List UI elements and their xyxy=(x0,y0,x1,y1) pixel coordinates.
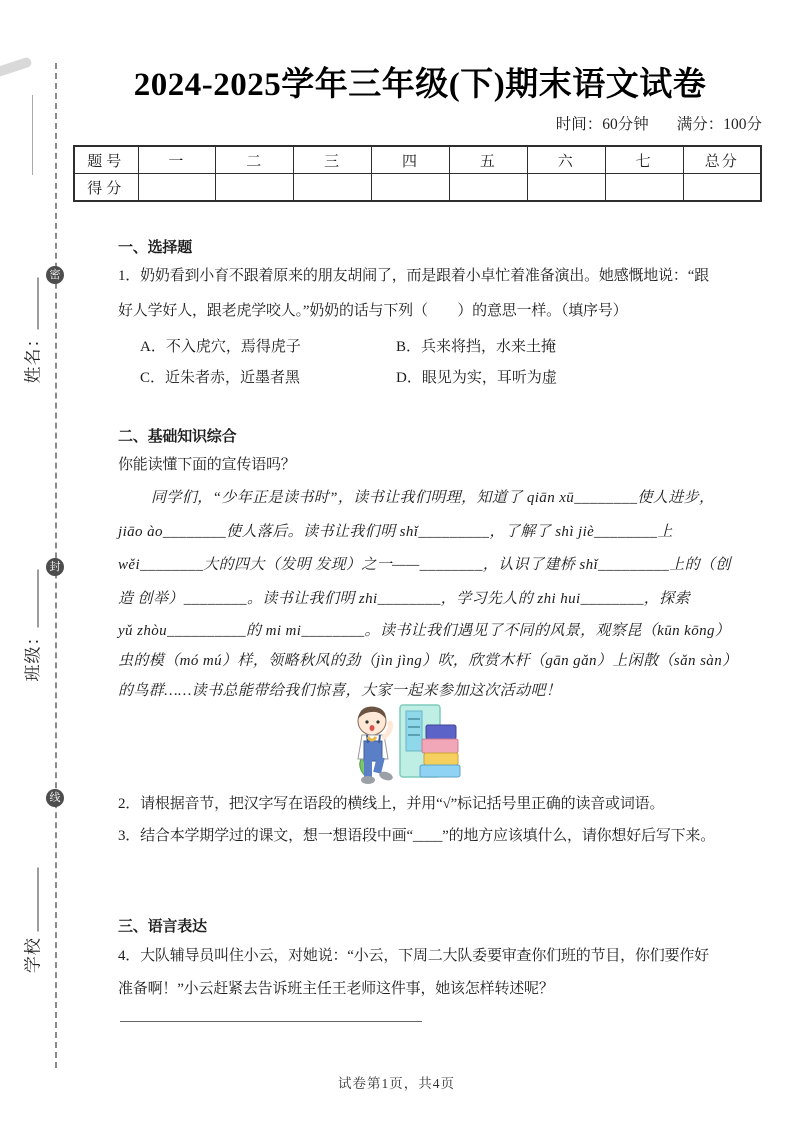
passage-line-6: 虫的模（mó mú）样，领略秋风的劲（jìn jìng）吹，欣赏木杆（gān gǎn）上闲散（sǎn sàn） xyxy=(118,653,738,669)
score-cell xyxy=(683,174,761,202)
section2-intro: 你能读懂下面的宣传语吗？ xyxy=(118,457,296,473)
student-class-field xyxy=(19,565,44,687)
section3-heading: 三、语言表达 xyxy=(118,919,207,935)
seal-char-mi-badge: 密 xyxy=(46,266,64,284)
student-class-label: 班级： xyxy=(23,627,43,682)
margin-line-artifact xyxy=(32,95,33,175)
score-cell xyxy=(450,174,528,202)
student-name-field xyxy=(19,273,44,389)
passage-line-7: 的鸟群……读书总能带给我们惊喜，大家一起来参加这次活动吧！ xyxy=(118,683,562,699)
question2: 2．请根据音节，把汉字写在语段的横线上，并用“√”标记括号里正确的读音或词语。 xyxy=(118,796,665,812)
passage-line-5: yǔ zhòu__________的 mi mi________。读书让我们遇见了不同的风景，观察昆（kūn kōng） xyxy=(118,623,731,639)
score-cell xyxy=(216,174,294,202)
score-cell xyxy=(294,174,372,202)
option-d: D．眼见为实，耳听为虚 xyxy=(396,370,557,386)
passage-line-4: 造 创举）________。读书让我们明 zhi________，学习先人的 zhi hui________，探索 xyxy=(118,591,690,607)
score-table xyxy=(73,145,762,202)
score-cell xyxy=(527,174,605,202)
question3: 3．结合本学期学过的课文，想一想语段中画“____”的地方应该填什么，请你想好后写下来。 xyxy=(118,828,716,844)
score-label: 得分 xyxy=(74,174,138,202)
score-table-header-row xyxy=(74,146,761,174)
option-c: C．近朱者赤，近墨者黑 xyxy=(140,370,301,386)
question4-line1: 4．大队辅导员叫住小云，对她说：“小云，下周二大队委要审查你们班的节目，你们要作好 xyxy=(118,948,709,964)
col-header-3: 三 xyxy=(294,146,372,174)
page-footer: 试卷第1页，共4页 xyxy=(338,1076,455,1091)
passage-line-3: wěi________大的四大（发明 发现）之一——________，认识了建桥 shǐ_________上的（创 xyxy=(118,557,731,573)
seal-char-feng-badge: 封 xyxy=(46,558,64,576)
boy-reading-illustration xyxy=(338,697,478,789)
col-header-1: 一 xyxy=(138,146,216,174)
student-name-label: 姓名： xyxy=(23,329,43,384)
question4-line2: 准备啊！”小云赶紧去告诉班主任王老师这件事，她该怎样转述呢？ xyxy=(118,981,554,997)
student-school-label: 学校 xyxy=(23,937,43,974)
score-cell xyxy=(138,174,216,202)
question1-line1: 1．奶奶看到小育不跟着原来的朋友胡闹了，而是跟着小卓忙着准备演出。她感慨地说：“跟 xyxy=(118,268,709,284)
question-number-label: 题号 xyxy=(74,146,138,174)
col-header-5: 五 xyxy=(450,146,528,174)
passage-line-2: jiāo ào________使人落后。读书让我们明 shǐ_________，了解了 shì jiè________上 xyxy=(118,524,673,540)
option-a: A．不入虎穴，焉得虎子 xyxy=(140,339,301,355)
page-title: 2024-2025学年三年级(下)期末语文试卷 xyxy=(133,67,707,103)
seal-char-xian-badge: 线 xyxy=(46,789,64,807)
passage-line-1: 同学们，“少年正是读书时”，读书让我们明理，知道了 qiān xū________使人进步， xyxy=(151,490,715,506)
student-name-blank xyxy=(21,278,38,330)
col-header-total: 总分 xyxy=(683,146,761,174)
option-b: B．兵来将挡，水来土掩 xyxy=(396,339,557,355)
col-header-2: 二 xyxy=(216,146,294,174)
time-limit-label: 时间：60分钟 xyxy=(555,116,649,133)
col-header-6: 六 xyxy=(527,146,605,174)
score-cell xyxy=(605,174,683,202)
score-table-score-row xyxy=(74,174,761,202)
section2-heading: 二、基础知识综合 xyxy=(118,429,237,445)
scan-smudge xyxy=(0,56,33,77)
score-cell xyxy=(372,174,450,202)
full-score-label: 满分：100分 xyxy=(676,116,762,133)
student-class-blank xyxy=(21,570,38,628)
student-school-blank xyxy=(21,868,38,932)
col-header-4: 四 xyxy=(372,146,450,174)
answer-blank-line xyxy=(120,1021,422,1022)
question1-line2: 好人学好人，跟老虎学咬人。”奶奶的话与下列（ ）的意思一样。（填序号） xyxy=(118,303,628,319)
col-header-7: 七 xyxy=(605,146,683,174)
exam-meta xyxy=(360,112,762,134)
student-school-field xyxy=(19,865,44,977)
section1-heading: 一、选择题 xyxy=(118,240,193,256)
